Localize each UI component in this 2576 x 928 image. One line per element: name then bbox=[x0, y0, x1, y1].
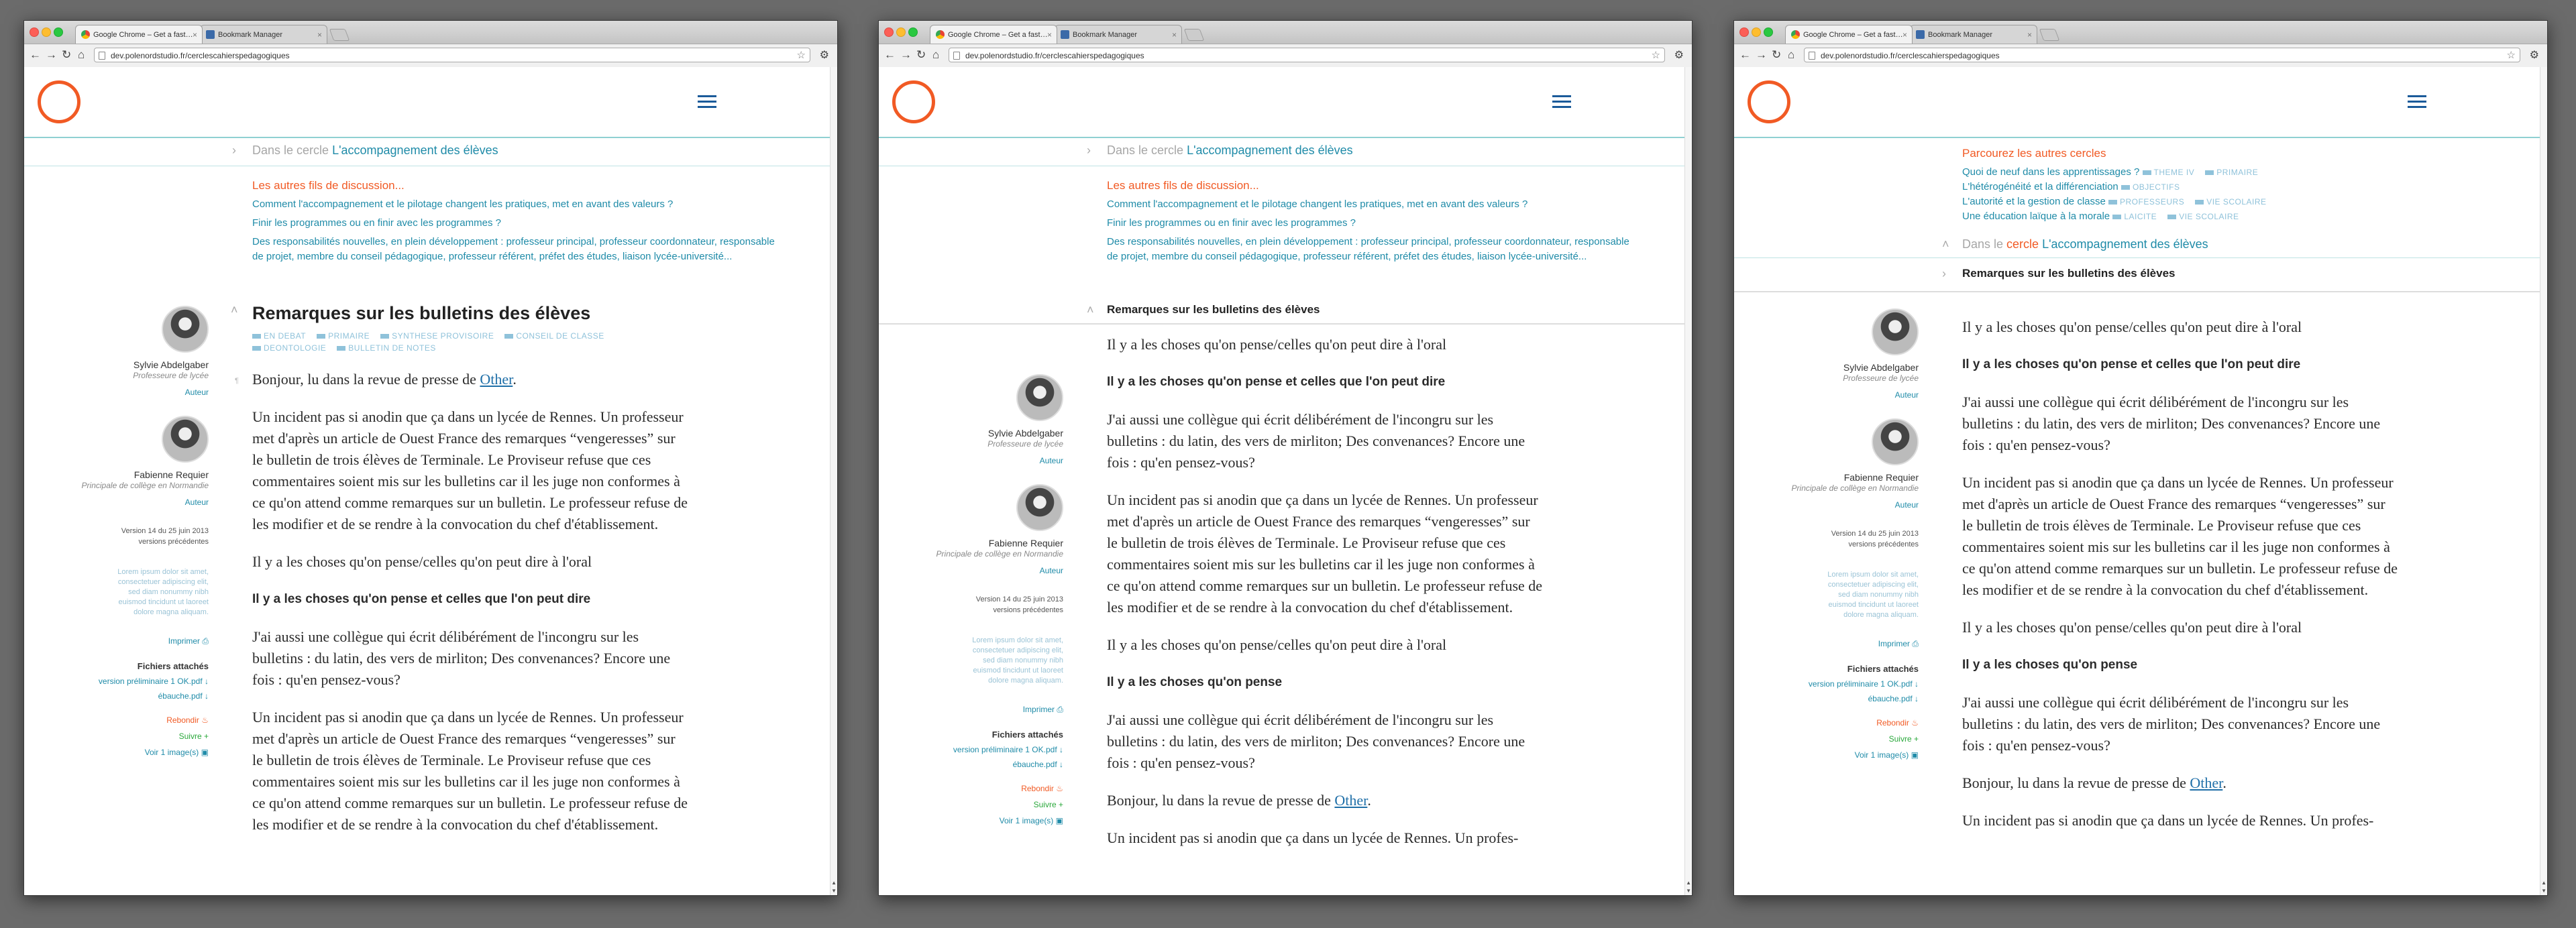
browser-window-3 bbox=[1733, 20, 2548, 896]
thread-link[interactable]: Des responsabilités nouvelles, en plein développement : professeur principal, professeur coordonnateur, responsable de projet, membre du conseil pédagogique, professeur référent, préfet des études, liaison lycée-université... bbox=[252, 236, 775, 262]
bookmark-icon bbox=[206, 30, 215, 39]
avatar[interactable] bbox=[1016, 374, 1063, 421]
wrench-icon[interactable]: ⚙ bbox=[2529, 50, 2539, 61]
file-name: version préliminaire 1 OK.pdf bbox=[953, 745, 1057, 754]
paragraph: J'ai aussi une collègue qui écrit délibérément de l'incongru sur les bulletins : du latin, des vers de mirliton; Des convenances? Encore une fois : qu'en pensez-vous? bbox=[252, 628, 671, 688]
reply-button[interactable] bbox=[1734, 718, 1919, 728]
download-icon: ↓ bbox=[1059, 760, 1063, 769]
reload-icon[interactable]: ↻ bbox=[1772, 48, 1782, 61]
author-name[interactable]: Sylvie Abdelgaber bbox=[133, 359, 209, 370]
author-name[interactable]: Sylvie Abdelgaber bbox=[1843, 362, 1919, 373]
tab-label: Google Chrome – Get a fast… bbox=[1803, 31, 1903, 39]
view-images-label: Voir 1 image(s) bbox=[1854, 750, 1909, 760]
circle-breadcrumb[interactable] bbox=[1087, 143, 1353, 158]
scrollbar[interactable] bbox=[830, 67, 837, 895]
home-icon[interactable]: ⌂ bbox=[78, 48, 85, 61]
avatar[interactable] bbox=[1872, 308, 1919, 355]
circle-link-text[interactable]: Une éducation laïque à la morale bbox=[1962, 211, 2110, 222]
file-name: ébauche.pdf bbox=[1012, 760, 1057, 769]
star-icon[interactable]: ☆ bbox=[796, 50, 806, 61]
print-button[interactable] bbox=[24, 636, 209, 646]
paragraph: Un incident pas si anodin que ça dans un lycée de Rennes. Un professeur met d'après un article de Ouest France des remarques “vengeresses” sur le bulletin de trois élèves de Terminale. Le Proviseur refuse que ces commentaires soient mis sur les bulletins car il les juge non conformes à ce qu'on attend comme remarques sur un bulletin. Le professeur refuse de les modifier et de se rendre à la convocation du chef d'établissement. bbox=[1107, 491, 1543, 616]
post-sidebar bbox=[24, 306, 215, 757]
download-icon: ↓ bbox=[205, 677, 209, 686]
print-label: Imprimer bbox=[1878, 639, 1911, 648]
other-circles-heading: Parcourez les autres cercles bbox=[1962, 147, 2106, 160]
chrome-icon bbox=[1791, 30, 1800, 39]
author-role: Professeure de lycée bbox=[133, 371, 209, 380]
forward-icon[interactable]: → bbox=[1756, 48, 1767, 61]
chrome-icon bbox=[81, 30, 90, 39]
view-images-label: Voir 1 image(s) bbox=[144, 748, 199, 757]
author-name[interactable]: Sylvie Abdelgaber bbox=[987, 428, 1063, 439]
menu-icon[interactable] bbox=[1552, 95, 1571, 111]
author-badge: Auteur bbox=[1894, 500, 1919, 510]
circle-link-text[interactable]: L'hétérogénéité et la différenciation bbox=[1962, 181, 2118, 192]
tab-label: Google Chrome – Get a fast… bbox=[93, 31, 193, 39]
tab-bookmarks[interactable] bbox=[1055, 25, 1182, 44]
zoom-window-icon[interactable] bbox=[908, 27, 918, 37]
paragraph: ¶ Bonjour, lu dans la revue de presse de Other. bbox=[252, 369, 688, 390]
other-link[interactable]: Other bbox=[480, 371, 513, 388]
author-card bbox=[1734, 418, 1925, 510]
url-text[interactable]: dev.polenordstudio.fr/cerclescahierspedagogiques bbox=[965, 51, 1144, 60]
view-images-button[interactable] bbox=[1734, 750, 1919, 760]
scrollbar[interactable] bbox=[1684, 67, 1692, 895]
circle-breadcrumb[interactable]: ˄ Dans le cercle L'accompagnement des élèves bbox=[1942, 237, 2208, 251]
address-bar[interactable] bbox=[949, 48, 1665, 62]
tab-bar bbox=[879, 21, 1692, 44]
files-heading: Fichiers attachés bbox=[991, 730, 1063, 740]
version-info: Version 14 du 25 juin 2013 bbox=[975, 595, 1063, 603]
zoom-window-icon[interactable] bbox=[54, 27, 63, 37]
file-link[interactable] bbox=[24, 691, 209, 701]
post-body bbox=[1962, 316, 2398, 848]
author-name[interactable]: Fabienne Requier bbox=[988, 538, 1063, 548]
thread-link[interactable]: Comment l'accompagnement et le pilotage changent les pratiques, met en avant des valeurs ? bbox=[252, 198, 674, 210]
author-card bbox=[879, 374, 1070, 465]
file-link[interactable] bbox=[24, 677, 209, 686]
chrome-icon bbox=[936, 30, 945, 39]
thread-link[interactable]: Finir les programmes ou en finir avec les programmes ? bbox=[1107, 217, 1356, 229]
bold-paragraph: Il y a les choses qu'on pense bbox=[1107, 675, 1283, 689]
page-icon bbox=[953, 52, 960, 60]
url-text[interactable]: dev.polenordstudio.fr/cerclescahierspedagogiques bbox=[1821, 51, 2000, 60]
thread-link[interactable]: Comment l'accompagnement et le pilotage changent les pratiques, met en avant des valeurs ? bbox=[1107, 198, 1528, 210]
file-name: version préliminaire 1 OK.pdf bbox=[1808, 679, 1913, 689]
page-content bbox=[1734, 67, 2547, 895]
breadcrumb-cercle-word: cercle bbox=[2006, 237, 2039, 251]
post-title-text: Remarques sur les bulletins des élèves bbox=[252, 303, 591, 323]
browser-window-1 bbox=[23, 20, 838, 896]
thread-link[interactable]: Des responsabilités nouvelles, en plein développement : professeur principal, professeur coordonnateur, responsable de projet, membre du conseil pédagogique, professeur référent, préfet des études, liaison lycée-université... bbox=[1107, 236, 1629, 262]
post-title bbox=[231, 303, 591, 324]
star-icon[interactable]: ☆ bbox=[2506, 50, 2516, 61]
author-badge: Auteur bbox=[184, 498, 209, 507]
reply-label: Rebondir bbox=[1021, 784, 1054, 793]
files-heading: Fichiers attachés bbox=[137, 661, 209, 671]
reply-button[interactable] bbox=[879, 784, 1063, 793]
paragraph-text: Bonjour, lu dans la revue de presse de bbox=[1107, 792, 1331, 809]
tag[interactable]: PRIMAIRE bbox=[317, 330, 370, 342]
breadcrumb-prefix: Dans le cercle bbox=[1107, 143, 1184, 157]
tab-label: Bookmark Manager bbox=[218, 31, 282, 39]
flame-icon: ♨ bbox=[1911, 718, 1919, 728]
author-card bbox=[1734, 308, 1925, 400]
bold-paragraph: Il y a les choses qu'on pense et celles que l'on peut dire bbox=[252, 592, 591, 606]
paragraph: Un incident pas si anodin que ça dans un lycée de Rennes. Un professeur met d'après un article de Ouest France des remarques “vengeresses” sur le bulletin de trois élèves de Terminale. Le Proviseur refuse que ces commentaires soient mis sur les bulletins car il les juge non conformes à ce qu'on attend comme remarques sur un bulletin. Le professeur refuse de les modifier et de se rendre à la convocation du chef d'établissement. bbox=[1962, 474, 2398, 598]
other-threads bbox=[1107, 178, 1637, 268]
other-circles bbox=[1962, 146, 2492, 224]
star-icon[interactable]: ☆ bbox=[1651, 50, 1660, 61]
paragraph: J'ai aussi une collègue qui écrit délibérément de l'incongru sur les bulletins : du latin, des vers de mirliton; Des convenances? Encore une fois : qu'en pensez-vous? bbox=[1962, 394, 2381, 453]
avatar[interactable] bbox=[1016, 484, 1063, 531]
reload-icon[interactable]: ↻ bbox=[916, 48, 926, 61]
file-link[interactable] bbox=[1734, 694, 1919, 703]
tab-label: Google Chrome – Get a fast… bbox=[948, 31, 1048, 39]
download-icon: ↓ bbox=[1915, 679, 1919, 689]
paragraph: Il y a les choses qu'on pense/celles qu'on peut dire à l'oral bbox=[1962, 318, 2302, 335]
scroll-down-icon[interactable]: ▼ bbox=[2541, 888, 2546, 894]
reply-label: Rebondir bbox=[166, 715, 199, 725]
paragraph: Un incident pas si anodin que ça dans un lycée de Rennes. Un professeur met d'après un article de Ouest France des remarques “vengeresses” sur le bulletin de trois élèves de Terminale. Le Proviseur refuse que ces commentaires soient mis sur les bulletins car il les juge non conformes à ce qu'on attend comme remarques sur un bulletin. Le professeur refuse de les modifier et de se rendre à la convocation du chef d'établissement. bbox=[252, 408, 688, 532]
home-icon[interactable]: ⌂ bbox=[1788, 48, 1795, 61]
post-tags bbox=[252, 330, 668, 354]
file-name: ébauche.pdf bbox=[1868, 694, 1913, 703]
menu-icon[interactable] bbox=[2408, 95, 2426, 111]
bold-paragraph: Il y a les choses qu'on pense bbox=[1962, 658, 2138, 672]
wrench-icon[interactable]: ⚙ bbox=[1674, 50, 1684, 61]
print-label: Imprimer bbox=[168, 636, 201, 646]
browser-toolbar bbox=[879, 44, 1692, 68]
address-bar[interactable] bbox=[94, 48, 810, 62]
follow-button[interactable] bbox=[1734, 734, 1919, 744]
breadcrumb-circle-name[interactable]: L'accompagnement des élèves bbox=[2042, 237, 2208, 251]
forward-icon[interactable]: → bbox=[46, 48, 57, 61]
view-images-button[interactable] bbox=[879, 816, 1063, 825]
author-name[interactable]: Fabienne Requier bbox=[133, 469, 209, 480]
address-bar[interactable] bbox=[1804, 48, 2520, 62]
tab-bar bbox=[24, 21, 837, 44]
follow-button[interactable] bbox=[879, 800, 1063, 809]
page-content bbox=[24, 67, 837, 895]
file-link[interactable] bbox=[879, 745, 1063, 754]
breadcrumb-circle-name[interactable]: L'accompagnement des élèves bbox=[1187, 143, 1353, 157]
print-button[interactable] bbox=[879, 705, 1063, 715]
close-tab-icon[interactable]: × bbox=[2027, 30, 2032, 40]
print-label: Imprimer bbox=[1022, 705, 1055, 714]
close-window-icon[interactable] bbox=[884, 27, 894, 37]
browser-toolbar bbox=[1734, 44, 2547, 68]
print-icon: ⎙ bbox=[1912, 639, 1919, 648]
close-tab-icon[interactable]: × bbox=[317, 30, 322, 40]
print-icon: ⎙ bbox=[202, 636, 209, 646]
new-tab-button[interactable] bbox=[2039, 29, 2060, 41]
close-tab-icon[interactable]: × bbox=[1046, 30, 1052, 40]
menu-icon[interactable] bbox=[698, 95, 716, 111]
files-heading: Fichiers attachés bbox=[1847, 664, 1919, 674]
site-header bbox=[24, 67, 837, 138]
print-icon: ⎙ bbox=[1057, 705, 1063, 714]
tag[interactable]: BULLETIN DE NOTES bbox=[337, 342, 436, 354]
post-body bbox=[1107, 334, 1543, 865]
page-content bbox=[879, 67, 1692, 895]
author-role: Professeure de lycée bbox=[1843, 373, 1919, 383]
scroll-down-icon[interactable]: ▼ bbox=[1686, 888, 1691, 894]
follow-label: Suivre bbox=[1888, 734, 1912, 744]
download-icon: ↓ bbox=[1915, 694, 1919, 703]
breadcrumb-prefix: Dans le cercle bbox=[252, 143, 329, 157]
bold-paragraph: Il y a les choses qu'on pense et celles que l'on peut dire bbox=[1962, 357, 2301, 371]
tab-bookmarks[interactable] bbox=[200, 25, 327, 44]
file-name: version préliminaire 1 OK.pdf bbox=[98, 677, 203, 686]
flame-icon: ♨ bbox=[1056, 784, 1063, 793]
close-tab-icon[interactable]: × bbox=[1171, 30, 1177, 40]
close-tab-icon[interactable]: × bbox=[1902, 30, 1907, 40]
site-header bbox=[1734, 67, 2547, 138]
version-note: Lorem ipsum dolor sit amet, consectetuer adipiscing elit, sed diam nonummy nibh euismod tincidunt ut laoreet dolore magna aliquam. bbox=[1827, 571, 1919, 619]
follow-label: Suivre bbox=[178, 732, 202, 741]
file-link[interactable] bbox=[1734, 679, 1919, 689]
paragraph: Un incident pas si anodin que ça dans un lycée de Rennes. Un profes- bbox=[1962, 812, 2374, 829]
plus-icon: + bbox=[1058, 800, 1063, 809]
author-badge: Auteur bbox=[1039, 566, 1063, 575]
page-icon bbox=[1809, 52, 1815, 60]
paragraph: J'ai aussi une collègue qui écrit délibérément de l'incongru sur les bulletins : du latin, des vers de mirliton; Des convenances? Encore une fois : qu'en pensez-vous? bbox=[1107, 711, 1525, 771]
tag[interactable]: OBJECTIFS bbox=[2121, 181, 2180, 193]
previous-versions-link[interactable]: versions précédentes bbox=[138, 538, 209, 546]
post-sidebar bbox=[1734, 308, 1925, 760]
avatar[interactable] bbox=[162, 416, 209, 463]
file-link[interactable] bbox=[879, 760, 1063, 769]
paragraph: Un incident pas si anodin que ça dans un lycée de Rennes. Un professeur met d'après un article de Ouest France des remarques “vengeresses” sur le bulletin de trois élèves de Terminale. Le Proviseur refuse que ces commentaires soient mis sur les bulletins car il les juge non conformes à ce qu'on attend comme remarques sur un bulletin. Le professeur refuse de les modifier et de se rendre à la convocation du chef d'établissement. bbox=[252, 709, 688, 833]
circle-link-text[interactable]: Quoi de neuf dans les apprentissages ? bbox=[1962, 166, 2140, 178]
paragraph: Un incident pas si anodin que ça dans un lycée de Rennes. Un profes- bbox=[1107, 829, 1519, 846]
window-controls bbox=[30, 27, 66, 40]
tag[interactable]: PROFESSEURS bbox=[2108, 196, 2184, 208]
post-sidebar bbox=[879, 374, 1070, 825]
window-controls bbox=[1739, 27, 1776, 40]
paragraph: Il y a les choses qu'on pense/celles qu'on peut dire à l'oral bbox=[1107, 636, 1447, 653]
download-icon: ↓ bbox=[205, 691, 209, 701]
minimize-window-icon[interactable] bbox=[1752, 27, 1761, 37]
circle-link[interactable] bbox=[1962, 194, 2492, 209]
chevron-up-icon[interactable]: ˄ bbox=[1087, 303, 1094, 316]
post-body bbox=[235, 369, 688, 852]
back-icon[interactable]: ← bbox=[884, 48, 896, 61]
tab-bookmarks[interactable] bbox=[1910, 25, 2037, 44]
paragraph: Il y a les choses qu'on pense/celles qu'on peut dire à l'oral bbox=[1107, 336, 1447, 353]
new-tab-button[interactable] bbox=[329, 29, 350, 41]
site-header bbox=[879, 67, 1692, 138]
scroll-up-icon[interactable]: ▲ bbox=[2541, 880, 2546, 886]
close-window-icon[interactable] bbox=[30, 27, 39, 37]
plus-icon: + bbox=[1913, 734, 1919, 744]
paragraph-text: Bonjour, lu dans la revue de presse de bbox=[1962, 774, 2186, 791]
tag[interactable]: LAICITE bbox=[2112, 211, 2157, 223]
breadcrumb-circle-name[interactable]: L'accompagnement des élèves bbox=[332, 143, 498, 157]
home-icon[interactable]: ⌂ bbox=[932, 48, 940, 61]
tag[interactable]: EN DEBAT bbox=[252, 330, 306, 342]
tag[interactable]: VIE SCOLAIRE bbox=[2195, 196, 2266, 208]
back-icon[interactable]: ← bbox=[30, 48, 41, 61]
avatar[interactable] bbox=[162, 306, 209, 353]
scroll-up-icon[interactable]: ▲ bbox=[1686, 880, 1691, 886]
tag[interactable]: SYNTHESE PROVISOIRE bbox=[380, 330, 494, 342]
author-name[interactable]: Fabienne Requier bbox=[1843, 472, 1919, 483]
tab-label: Bookmark Manager bbox=[1073, 31, 1137, 39]
file-name: ébauche.pdf bbox=[158, 691, 203, 701]
close-tab-icon[interactable]: × bbox=[192, 30, 197, 40]
tab-chrome[interactable] bbox=[930, 25, 1057, 44]
author-badge: Auteur bbox=[184, 388, 209, 397]
author-card bbox=[24, 306, 215, 397]
reply-label: Rebondir bbox=[1876, 718, 1909, 728]
version-info: Version 14 du 25 juin 2013 bbox=[121, 527, 209, 535]
chevron-up-icon[interactable]: ˄ bbox=[231, 303, 238, 316]
tag[interactable]: THEME IV bbox=[2143, 166, 2195, 178]
back-icon[interactable]: ← bbox=[1739, 48, 1751, 61]
chevron-right-icon: › bbox=[232, 143, 236, 157]
view-images-button[interactable] bbox=[24, 748, 209, 757]
print-button[interactable] bbox=[1734, 639, 1919, 649]
author-card bbox=[879, 484, 1070, 575]
other-link[interactable]: Other bbox=[2190, 774, 2223, 791]
tab-label: Bookmark Manager bbox=[1928, 31, 1992, 39]
previous-versions-link[interactable]: versions précédentes bbox=[1848, 540, 1919, 548]
url-text[interactable]: dev.polenordstudio.fr/cerclescahierspedagogiques bbox=[111, 51, 290, 60]
paragraph: Il y a les choses qu'on pense/celles qu'on peut dire à l'oral bbox=[252, 553, 592, 570]
author-badge: Auteur bbox=[1894, 390, 1919, 400]
tab-chrome[interactable] bbox=[75, 25, 203, 44]
minimize-window-icon[interactable] bbox=[42, 27, 51, 37]
paragraph: Bonjour, lu dans la revue de presse de Other. bbox=[1107, 792, 1371, 809]
tag[interactable]: PRIMAIRE bbox=[2205, 166, 2258, 178]
tab-chrome[interactable] bbox=[1785, 25, 1913, 44]
image-icon: ▣ bbox=[1911, 750, 1919, 760]
bookmark-icon bbox=[1916, 30, 1925, 39]
minimize-window-icon[interactable] bbox=[896, 27, 906, 37]
image-icon: ▣ bbox=[1055, 816, 1063, 825]
chevron-up-icon[interactable]: ˄ bbox=[1942, 237, 1949, 251]
chevron-right-icon: › bbox=[1087, 143, 1091, 157]
bookmark-icon bbox=[1061, 30, 1069, 39]
other-link[interactable]: Other bbox=[1334, 792, 1368, 809]
tag[interactable]: VIE SCOLAIRE bbox=[2167, 211, 2239, 223]
circle-link-text[interactable]: L'autorité et la gestion de classe bbox=[1962, 196, 2106, 207]
follow-label: Suivre bbox=[1033, 800, 1057, 809]
version-note: Lorem ipsum dolor sit amet, consectetuer adipiscing elit, sed diam nonummy nibh euismod tincidunt ut laoreet dolore magna aliquam. bbox=[972, 636, 1063, 685]
new-tab-button[interactable] bbox=[1184, 29, 1205, 41]
image-icon: ▣ bbox=[201, 748, 209, 757]
previous-versions-link[interactable]: versions précédentes bbox=[993, 606, 1063, 614]
author-role: Principale de collège en Normandie bbox=[1791, 483, 1919, 493]
browser-toolbar bbox=[24, 44, 837, 68]
other-threads-heading: Les autres fils de discussion... bbox=[252, 179, 405, 192]
sticky-title-text: Remarques sur les bulletins des élèves bbox=[1962, 267, 2176, 280]
scrollbar[interactable] bbox=[2540, 67, 2547, 895]
sticky-title[interactable] bbox=[1087, 303, 1320, 316]
reload-icon[interactable]: ↻ bbox=[62, 48, 72, 61]
paragraph-marker: ¶ bbox=[235, 377, 239, 385]
thread-link[interactable]: Finir les programmes ou en finir avec les programmes ? bbox=[252, 217, 501, 229]
scroll-up-icon[interactable]: ▲ bbox=[831, 880, 837, 886]
zoom-window-icon[interactable] bbox=[1764, 27, 1773, 37]
version-note: Lorem ipsum dolor sit amet, consectetuer adipiscing elit, sed diam nonummy nibh euismod tincidunt ut laoreet dolore magna aliquam. bbox=[117, 568, 209, 616]
divider bbox=[1734, 257, 2547, 258]
site-logo[interactable] bbox=[892, 80, 935, 123]
circle-breadcrumb[interactable] bbox=[232, 143, 498, 158]
tag[interactable]: CONSEIL DE CLASSE bbox=[504, 330, 604, 342]
paragraph: J'ai aussi une collègue qui écrit délibérément de l'incongru sur les bulletins : du latin, des vers de mirliton; Des convenances? Encore une fois : qu'en pensez-vous? bbox=[1107, 411, 1525, 471]
sticky-title-text: Remarques sur les bulletins des élèves bbox=[1107, 303, 1320, 316]
bold-paragraph: Il y a les choses qu'on pense et celles que l'on peut dire bbox=[1107, 375, 1446, 389]
site-logo[interactable] bbox=[1748, 80, 1790, 123]
download-icon: ↓ bbox=[1059, 745, 1063, 754]
wrench-icon[interactable]: ⚙ bbox=[819, 50, 829, 61]
divider bbox=[1734, 291, 2547, 292]
browser-window-2 bbox=[878, 20, 1693, 896]
paragraph-text: Bonjour, lu dans la revue de presse de bbox=[252, 371, 476, 388]
other-threads bbox=[252, 178, 782, 268]
plus-icon: + bbox=[203, 732, 209, 741]
circle-link[interactable] bbox=[1962, 180, 2492, 194]
author-role: Principale de collège en Normandie bbox=[81, 481, 209, 490]
flame-icon: ♨ bbox=[201, 715, 209, 725]
author-card bbox=[24, 416, 215, 507]
window-controls bbox=[884, 27, 920, 40]
paragraph: Il y a les choses qu'on pense/celles qu'on peut dire à l'oral bbox=[1962, 619, 2302, 636]
tag[interactable]: DEONTOLOGIE bbox=[252, 342, 326, 354]
forward-icon[interactable]: → bbox=[900, 48, 912, 61]
circle-link[interactable] bbox=[1962, 165, 2492, 180]
other-threads-heading: Les autres fils de discussion... bbox=[1107, 179, 1259, 192]
author-role: Professeure de lycée bbox=[987, 439, 1063, 449]
close-window-icon[interactable] bbox=[1739, 27, 1749, 37]
circle-link[interactable] bbox=[1962, 209, 2492, 224]
scroll-down-icon[interactable]: ▼ bbox=[831, 888, 837, 894]
author-role: Principale de collège en Normandie bbox=[936, 549, 1063, 559]
sticky-title[interactable] bbox=[1942, 267, 2176, 280]
chevron-right-icon: › bbox=[1942, 267, 1946, 280]
sticky-post-header bbox=[879, 296, 1685, 325]
avatar[interactable] bbox=[1872, 418, 1919, 465]
view-images-label: Voir 1 image(s) bbox=[999, 816, 1054, 825]
follow-button[interactable] bbox=[24, 732, 209, 741]
site-logo[interactable] bbox=[38, 80, 80, 123]
author-badge: Auteur bbox=[1039, 456, 1063, 465]
page-icon bbox=[99, 52, 105, 60]
version-info: Version 14 du 25 juin 2013 bbox=[1831, 530, 1919, 538]
reply-button[interactable] bbox=[24, 715, 209, 725]
paragraph: Bonjour, lu dans la revue de presse de Other. bbox=[1962, 774, 2226, 791]
tab-bar bbox=[1734, 21, 2547, 44]
paragraph: J'ai aussi une collègue qui écrit délibérément de l'incongru sur les bulletins : du latin, des vers de mirliton; Des convenances? Encore une fois : qu'en pensez-vous? bbox=[1962, 694, 2381, 754]
